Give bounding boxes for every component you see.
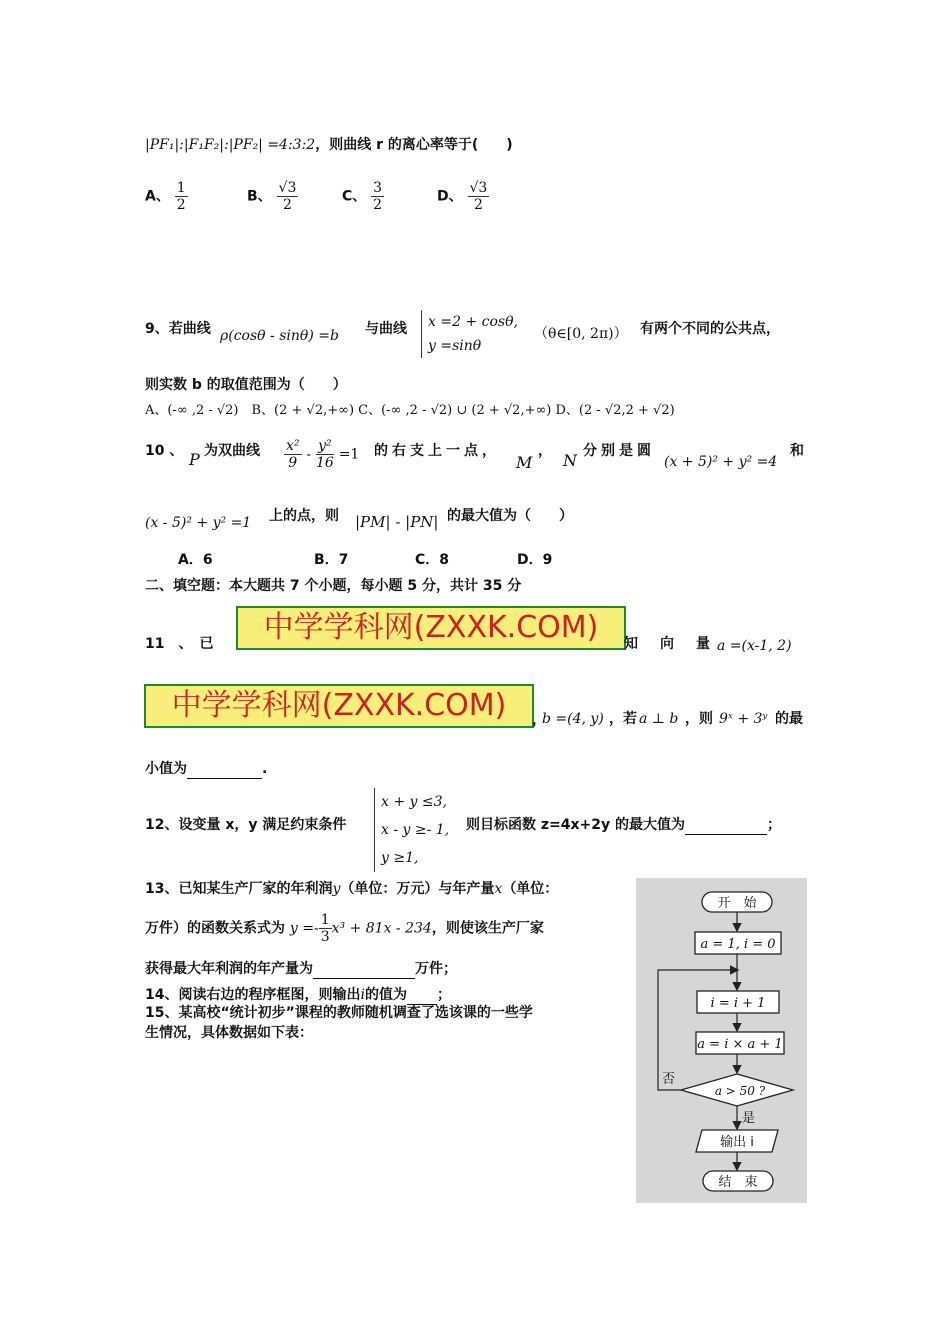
- q11-comma: ，: [532, 712, 546, 728]
- q12-constraint-1: x + y ≤3,: [381, 794, 447, 810]
- q8-option-d-label: D、: [437, 188, 463, 205]
- q13-func-frac: $\frac{1}{3}$: [320, 912, 330, 945]
- q10-option-c: C．8: [415, 552, 450, 568]
- q9-curve1: ρ(cosθ - sinθ) =b: [220, 328, 339, 344]
- q8-option-b-label: B、: [247, 188, 272, 205]
- q12-suffix: [466, 816, 781, 835]
- q13-line1-a: 13、已知某生产厂家的年利润: [145, 881, 333, 897]
- q11-vector-b: b =(4, y): [542, 711, 604, 727]
- q10-text3: 分别是圆: [583, 443, 655, 459]
- q14-i: i: [360, 987, 365, 1003]
- q13-y: y: [332, 881, 341, 897]
- q9-suffix: 有两个不同的公共点，: [640, 321, 780, 337]
- q13-line3-a: 获得最大年利润的年产量为: [145, 961, 313, 977]
- q9-line2: 则实数 b 的取值范围为（ ）: [145, 377, 347, 393]
- q8-option-b-value: $\frac{√3}{2}$: [278, 180, 297, 213]
- q13-line2-a: 万件）的函数关系式为: [145, 920, 285, 937]
- q11-expression: 9ˣ + 3ʸ: [719, 711, 768, 727]
- q13-line3: [145, 960, 457, 979]
- q12-end: ；: [767, 817, 781, 833]
- q9-prefix: 9、若曲线: [145, 321, 211, 337]
- q12-constraint-2: x - y ≥- 1,: [381, 822, 450, 838]
- q13-answer-blank[interactable]: [313, 960, 415, 979]
- q12-constraints: [374, 788, 449, 872]
- q13-line1-c: （单位：: [502, 881, 559, 897]
- q10-m: M: [516, 453, 533, 472]
- q11-text2: ，则: [685, 711, 713, 727]
- q15-line1: 15、某高校“统计初步”课程的教师随机调查了选该课的一些学: [145, 1005, 533, 1021]
- q11-line3: [145, 760, 267, 779]
- flowchart-output-label: 输出 i: [720, 1135, 754, 1150]
- q11-end: .: [262, 761, 268, 777]
- q9-range: （θ∈[0, 2π)）: [534, 326, 628, 342]
- q8-option-a-value: $\frac{1}{2}$: [176, 180, 186, 213]
- q10-text5: 上的点，则: [269, 508, 339, 524]
- q10-hyperbola: [284, 438, 359, 471]
- q10-n: N: [563, 451, 577, 470]
- q8-option-a-label: A、: [145, 188, 170, 205]
- q12-prefix: 12、设变量 x，y 满足约束条件: [145, 817, 347, 833]
- q10-prefix: 10 、: [145, 443, 184, 459]
- watermark-banner-1: 中学学科网(ZXXK.COM): [236, 606, 626, 650]
- q12-suffix-text: 则目标函数 z=4x+2y 的最大值为: [466, 817, 685, 833]
- q8-option-a: [145, 180, 188, 213]
- flowchart-decision-label: a > 50 ?: [714, 1084, 766, 1098]
- q10-option-b: B．7: [314, 552, 349, 568]
- q8-option-c: [342, 180, 384, 213]
- q8-option-c-value: $\frac{3}{2}$: [373, 180, 383, 213]
- q10-text4: 和: [790, 443, 804, 459]
- program-flowchart: [636, 878, 807, 1203]
- q8-condition-math: |PF₁|:|F₁F₂|:|PF₂| =4:3:2: [145, 137, 316, 153]
- q13-line2: [145, 912, 544, 945]
- q9-system-line1: x =2 + cosθ,: [428, 314, 518, 330]
- q11-text1: ，若: [609, 711, 637, 727]
- watermark-banner-2: 中学学科网(ZXXK.COM): [144, 684, 534, 728]
- q12-constraint-3: y ≥1,: [381, 850, 419, 866]
- flowchart-svg: [636, 878, 807, 1203]
- q10-minus: -: [306, 446, 312, 463]
- flowchart-end-label: 结 束: [718, 1175, 758, 1190]
- q10-text2: 的右支上一点，: [374, 443, 500, 459]
- q8-condition-text: ，则曲线 r 的离心率等于( ): [315, 137, 513, 153]
- q11-answer-blank[interactable]: [187, 760, 262, 779]
- q14-end: ；: [436, 987, 451, 1003]
- q14-text-a: 14、阅读右边的程序框图，则输出: [145, 987, 361, 1003]
- q15-line2: 生情况，具体数据如下表：: [145, 1025, 313, 1041]
- flowchart-yes-label: 是: [742, 1111, 756, 1126]
- q11-text3: 的最: [775, 711, 803, 727]
- q13-line1-b: （单位：万元）与年产量: [340, 881, 495, 897]
- q10-text1: 为双曲线: [204, 443, 260, 459]
- q14-answer-blank[interactable]: [407, 986, 437, 1005]
- q13-func-rhs: x³ + 81x - 234: [331, 920, 432, 937]
- q11-suffix1: 知 向 量: [624, 636, 714, 652]
- section-2-heading: 二、填空题：本大题共 7 个小题，每小题 5 分，共计 35 分: [145, 578, 522, 594]
- q13-line3-b: 万件；: [415, 961, 457, 977]
- q13-line2-b: ，则使该生产厂家: [431, 920, 544, 937]
- q14-text-b: 的值为: [364, 987, 407, 1003]
- q10-option-d: D．9: [517, 552, 553, 568]
- flowchart-no-label: 否: [662, 1072, 676, 1087]
- q8-option-d-value: $\frac{√3}{2}$: [469, 180, 488, 213]
- q10-circle1: (x + 5)² + y² =4: [664, 454, 778, 470]
- flowchart-start-label: 开 始: [717, 896, 757, 911]
- q10-p: P: [189, 450, 200, 469]
- q10-text6: 的最大值为（ ）: [447, 508, 573, 524]
- q14: [145, 986, 451, 1005]
- q13-x: x: [494, 881, 503, 897]
- q8-condition: [145, 136, 513, 154]
- q12-answer-blank[interactable]: [685, 816, 767, 835]
- q9-mid: 与曲线: [365, 321, 407, 337]
- flowchart-step1-label: i = i + 1: [710, 996, 766, 1011]
- q11-prefix: 11 、 已: [145, 636, 214, 652]
- q10-comma: ，: [538, 443, 552, 459]
- q10-circle2: (x - 5)² + y² =1: [145, 515, 252, 531]
- q11-perp: a ⊥ b: [639, 711, 679, 727]
- q13-line1: [145, 880, 558, 898]
- q10-expr: |PM| - |PN|: [355, 513, 439, 531]
- q10-frac1: $\frac{\text{x²}}{9}$: [286, 438, 300, 471]
- q8-option-b: [247, 180, 298, 213]
- flowchart-step2-label: a = i × a + 1: [697, 1037, 783, 1052]
- q10-frac2: $\frac{\text{y²}}{16}$: [316, 438, 334, 471]
- q8-option-c-label: C、: [342, 188, 367, 205]
- q9-system: [421, 310, 518, 358]
- q13-func-lhs: y =-: [289, 920, 319, 937]
- q11-line3-text: 小值为: [145, 761, 187, 777]
- q9-options: A、(-∞ ,2 - √2) B、(2 + √2,+∞) C、(-∞ ,2 - √2) ∪ (2 + √2,+∞) D、(2 - √2,2 + √2): [145, 403, 675, 418]
- q11-vector-a: a =(x-1, 2): [717, 638, 792, 654]
- q9-system-line2: y =sinθ: [428, 338, 482, 354]
- q10-eq: =1: [338, 446, 360, 463]
- q8-option-d: [437, 180, 489, 213]
- q10-option-a: A．6: [178, 552, 213, 568]
- flowchart-init-label: a = 1, i = 0: [700, 937, 776, 952]
